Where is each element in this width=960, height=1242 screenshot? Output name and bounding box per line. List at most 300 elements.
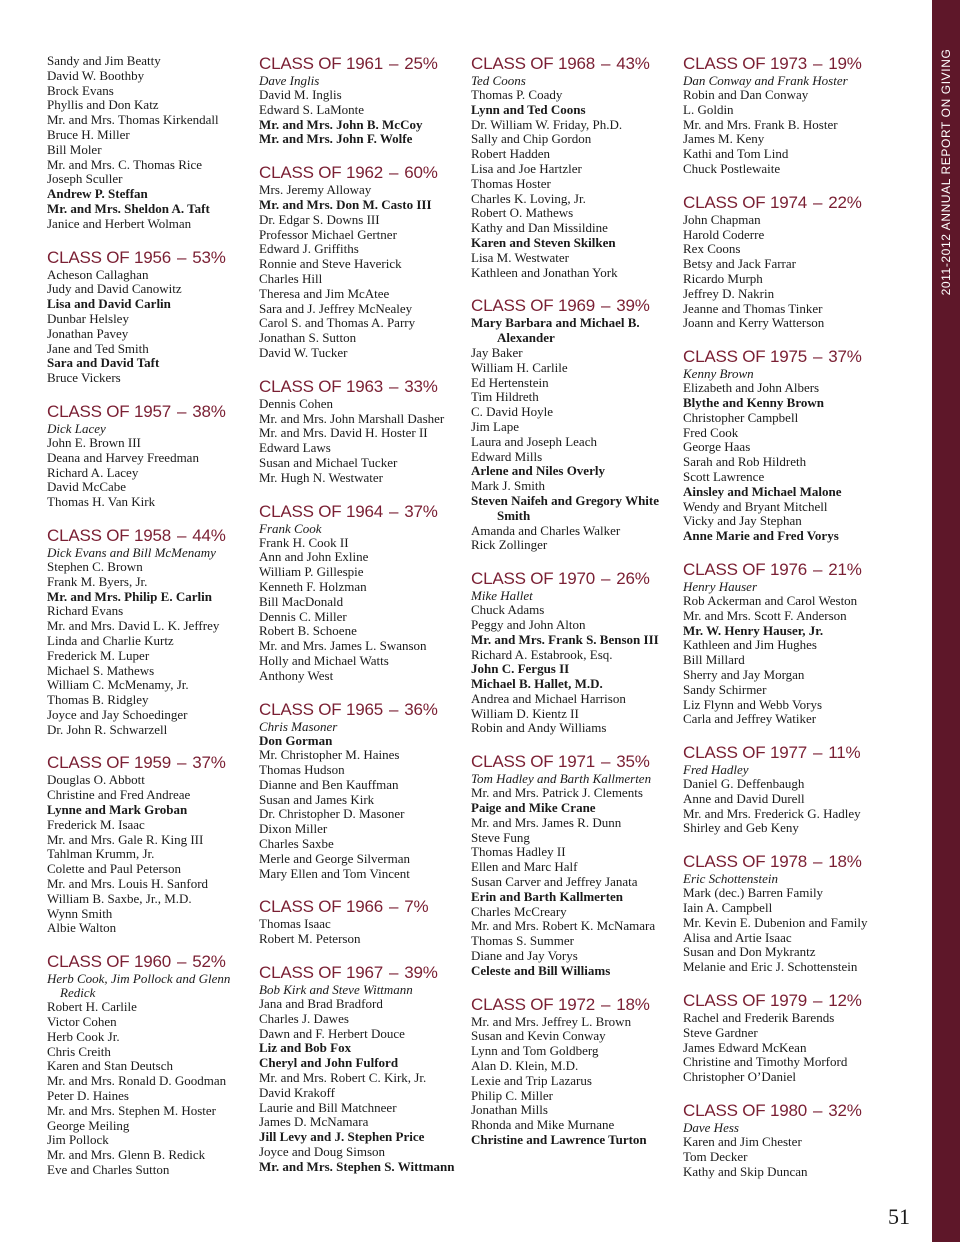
- class-agent: Herb Cook, Jim Pollock and Glenn Redick: [47, 971, 231, 1001]
- heading-dash: –: [389, 163, 399, 183]
- donor-name: Mr. and Mrs. Philip E. Carlin: [47, 588, 212, 604]
- class-agent: Kenny Brown: [683, 366, 754, 382]
- donor-name: Edward S. LaMonte: [259, 101, 365, 117]
- donor-name: Kathleen and Jim Hughes: [683, 637, 817, 653]
- heading-dash: –: [389, 501, 399, 521]
- donor-name: Wynn Smith: [47, 905, 113, 921]
- heading-dash: –: [813, 1101, 823, 1121]
- donor-name: Herb Cook Jr.: [47, 1028, 120, 1044]
- class-year: CLASS OF 1956: [47, 247, 172, 267]
- heading-dash: –: [389, 963, 399, 983]
- donor-name: Joseph Sculler: [47, 171, 123, 187]
- donor-name: Robert B. Schoene: [259, 623, 357, 639]
- donor-name: Elizabeth and John Albers: [683, 380, 820, 396]
- class-year: CLASS OF 1969: [471, 296, 596, 316]
- donor-name: David McCabe: [47, 479, 127, 495]
- participation-percent: 7%: [404, 897, 429, 917]
- donor-name: David M. Inglis: [259, 87, 342, 102]
- donor-name: Dennis C. Miller: [259, 608, 347, 624]
- heading-dash: –: [813, 559, 823, 579]
- class-heading: [47, 952, 252, 972]
- donor-name: Janice and Herbert Wolman: [47, 215, 192, 231]
- donor-name: Sara and David Taft: [47, 355, 160, 371]
- class-year: CLASS OF 1978: [683, 852, 808, 872]
- class-heading: [683, 743, 888, 763]
- donor-name: Sandy Schirmer: [683, 681, 767, 697]
- participation-percent: 44%: [192, 525, 226, 545]
- class-heading: [259, 963, 464, 983]
- donor-name: Dunbar Helsley: [47, 310, 129, 326]
- donor-name: Daniel G. Deffenbaugh: [683, 776, 805, 792]
- donor-name: Kathi and Tom Lind: [683, 146, 789, 162]
- donor-name: Mr. and Mrs. David L. K. Jeffrey: [47, 618, 220, 634]
- donor-name: Sherry and Jay Morgan: [683, 666, 805, 682]
- participation-percent: 37%: [828, 347, 862, 367]
- class-heading: [683, 347, 888, 367]
- class-year: CLASS OF 1974: [683, 192, 808, 212]
- donor-name: Laurie and Bill Matchneer: [259, 1099, 397, 1115]
- donor-name: James Edward McKean: [683, 1039, 807, 1055]
- donor-name: Dr. William W. Friday, Ph.D.: [471, 116, 623, 132]
- participation-percent: 32%: [828, 1101, 862, 1121]
- donor-name: Alan D. Klein, M.D.: [471, 1058, 579, 1074]
- donor-name: Sara and J. Jeffrey McNealey: [259, 300, 413, 316]
- class-year: CLASS OF 1971: [471, 752, 596, 772]
- class-section: [259, 54, 464, 147]
- class-heading: [471, 569, 676, 589]
- donor-name: William P. Gillespie: [259, 564, 364, 580]
- class-year: CLASS OF 1967: [259, 963, 384, 983]
- donor-name: Bruce Vickers: [47, 370, 121, 386]
- class-heading: [47, 402, 252, 422]
- donor-name: Anne Marie and Fred Vorys: [683, 528, 839, 544]
- donor-name: Professor Michael Gertner: [259, 226, 397, 242]
- class-section: [259, 502, 464, 684]
- heading-dash: –: [601, 296, 611, 316]
- donor-name: Charles Hill: [259, 270, 323, 286]
- donor-name: Shirley and Geb Keny: [683, 820, 799, 836]
- donor-name: Philip C. Miller: [471, 1087, 553, 1103]
- donor-name: Robert H. Carlile: [47, 999, 137, 1015]
- participation-percent: 22%: [828, 192, 862, 212]
- class-year: CLASS OF 1959: [47, 753, 172, 773]
- donor-name: Peggy and John Alton: [471, 616, 586, 632]
- donor-name: Edward J. Griffiths: [259, 241, 359, 257]
- donor-name: Wendy and Bryant Mitchell: [683, 498, 828, 514]
- class-heading: [259, 897, 464, 917]
- donor-name: Mr. and Mrs. Louis H. Sanford: [47, 876, 209, 892]
- donor-name: Ann and John Exline: [259, 549, 369, 565]
- donor-name: Jonathan Mills: [471, 1102, 548, 1118]
- donor-name: Kathy and Skip Duncan: [683, 1163, 808, 1179]
- donor-name: Harold Coderre: [683, 226, 765, 242]
- participation-percent: 26%: [616, 569, 650, 589]
- donor-name: Celeste and Bill Williams: [471, 962, 611, 978]
- donor-list-columns: [47, 54, 867, 1214]
- donor-name: Charles J. Dawes: [259, 1010, 349, 1026]
- participation-percent: 36%: [404, 699, 438, 719]
- donor-name: Susan Carver and Jeffrey Janata: [471, 874, 638, 890]
- donor-name: Ricardo Murph: [683, 270, 763, 286]
- donor-name: Laura and Joseph Leach: [471, 433, 597, 449]
- participation-percent: 11%: [828, 743, 861, 763]
- donor-name: Kathy and Dan Missildine: [471, 220, 608, 236]
- class-section: [259, 963, 464, 1175]
- donor-name: David W. Boothby: [47, 67, 145, 83]
- participation-percent: 25%: [404, 54, 438, 73]
- heading-dash: –: [177, 525, 187, 545]
- donor-name: Liz Flynn and Webb Vorys: [683, 696, 823, 712]
- donor-name: Holly and Michael Watts: [259, 652, 389, 668]
- class-heading: [471, 995, 676, 1015]
- donor-name: David Krakoff: [259, 1084, 335, 1100]
- donor-name: Stephen C. Brown: [47, 558, 143, 574]
- participation-percent: 33%: [404, 376, 438, 396]
- donor-name: Merle and George Silverman: [259, 850, 411, 866]
- donor-name: Susan and Kevin Conway: [471, 1028, 606, 1044]
- participation-percent: 53%: [192, 247, 226, 267]
- donor-name: Jonathan S. Sutton: [259, 330, 357, 346]
- donor-name: Steven Naifeh and Gregory White Smith: [471, 492, 660, 523]
- class-agent: Dave Hess: [683, 1120, 739, 1136]
- class-section: [683, 347, 888, 544]
- heading-dash: –: [389, 54, 399, 73]
- class-agent: Tom Hadley and Barth Kallmerten: [471, 771, 652, 787]
- class-section: [47, 248, 252, 386]
- donor-name: Bill MacDonald: [259, 593, 344, 609]
- donor-name: Tahlman Krumm, Jr.: [47, 846, 155, 862]
- donor-name: Tom Decker: [683, 1148, 748, 1164]
- donor-name: Mr. and Mrs. Robert C. Kirk, Jr.: [259, 1070, 427, 1086]
- donor-name: Christine and Fred Andreae: [47, 787, 191, 803]
- donor-name: Mr. and Mrs. Gale R. King III: [47, 831, 204, 847]
- donor-name: Charles McCreary: [471, 903, 567, 919]
- donor-name: Brock Evans: [47, 82, 114, 98]
- class-year: CLASS OF 1961: [259, 54, 384, 73]
- donor-name: Mr. Christopher M. Haines: [259, 747, 400, 763]
- class-heading: [47, 753, 252, 773]
- donor-name: Thomas S. Summer: [471, 933, 574, 949]
- donor-name: Robert O. Mathews: [471, 205, 574, 221]
- donor-name: Kenneth F. Holzman: [259, 578, 367, 594]
- class-year: CLASS OF 1964: [259, 501, 384, 521]
- donor-name: Dr. John R. Schwarzell: [47, 721, 168, 737]
- donor-name: Thomas Isaac: [259, 916, 331, 932]
- donor-name: Susan and Don Mykrantz: [683, 944, 816, 960]
- participation-percent: 21%: [828, 559, 862, 579]
- column-3: [471, 54, 676, 1164]
- donor-name: Ed Hertenstein: [471, 374, 549, 390]
- donor-name: Frederick M. Luper: [47, 647, 150, 663]
- donor-name: Jonathan Pavey: [47, 325, 129, 341]
- donor-name: Mr. Hugh N. Westwater: [259, 469, 384, 485]
- class-section: [47, 402, 252, 510]
- class-year: CLASS OF 1968: [471, 54, 596, 73]
- donor-name: Betsy and Jack Farrar: [683, 256, 796, 272]
- donor-name: Mr. and Mrs. Stephen S. Wittmann: [259, 1158, 455, 1174]
- donor-name: Eve and Charles Sutton: [47, 1162, 170, 1178]
- donor-name: Karen and Stan Deutsch: [47, 1058, 173, 1074]
- participation-percent: 37%: [404, 501, 438, 521]
- participation-percent: 60%: [404, 163, 438, 183]
- heading-dash: –: [813, 192, 823, 212]
- donor-name: Thomas Hudson: [259, 762, 345, 778]
- class-agent: Eric Schottenstein: [683, 871, 778, 887]
- donor-name: Charles Saxbe: [259, 836, 334, 852]
- participation-percent: 39%: [616, 296, 650, 316]
- donor-name: Mr. and Mrs. Frank B. Hoster: [683, 116, 838, 132]
- donor-name: Dianne and Ben Kauffman: [259, 776, 399, 792]
- class-year: CLASS OF 1975: [683, 347, 808, 367]
- heading-dash: –: [813, 347, 823, 367]
- class-year: CLASS OF 1979: [683, 991, 808, 1011]
- donor-name: Jeffrey D. Nakrin: [683, 285, 775, 301]
- donor-name: Karen and Jim Chester: [683, 1134, 802, 1150]
- class-heading: [47, 526, 252, 546]
- class-agent: Chris Masoner: [259, 718, 338, 734]
- donor-name: Mr. and Mrs. Thomas Kirkendall: [47, 112, 219, 128]
- donor-name: Acheson Callaghan: [47, 266, 149, 282]
- donor-name: Douglas O. Abbott: [47, 772, 145, 788]
- donor-name: Michael B. Hallet, M.D.: [471, 676, 603, 692]
- heading-dash: –: [813, 852, 823, 872]
- donor-name: Andrew P. Steffan: [47, 186, 148, 202]
- class-agent: Mike Hallet: [471, 588, 533, 604]
- donor-name: Tim Hildreth: [471, 389, 539, 405]
- donor-name: Edward Laws: [259, 440, 331, 456]
- donor-name: Anthony West: [259, 667, 334, 683]
- class-section: [683, 560, 888, 727]
- donor-name: Jay Baker: [471, 344, 523, 360]
- donor-name: Chuck Adams: [471, 602, 545, 618]
- class-heading: [259, 54, 464, 74]
- class-agent: Dick Lacey: [47, 420, 106, 436]
- donor-name: Charles K. Loving, Jr.: [471, 190, 586, 206]
- donor-name: Colette and Paul Peterson: [47, 861, 181, 877]
- donor-name: Mr. and Mrs. John Marshall Dasher: [259, 410, 445, 426]
- donor-name: Robin and Dan Conway: [683, 87, 809, 102]
- donor-name: Thomas P. Coady: [471, 87, 563, 102]
- donor-name: Bill Millard: [683, 652, 745, 668]
- participation-percent: 39%: [404, 963, 438, 983]
- class-heading: [683, 1101, 888, 1121]
- sidebar-band: [932, 0, 960, 1242]
- donor-name: William D. Kientz II: [471, 705, 579, 721]
- donor-name: Mary Barbara and Michael B. Alexander: [471, 315, 640, 346]
- heading-dash: –: [177, 952, 187, 972]
- heading-dash: –: [601, 752, 611, 772]
- donor-name: Robert Hadden: [471, 146, 551, 162]
- donor-name: Dawn and F. Herbert Douce: [259, 1025, 405, 1041]
- donor-name: Lexie and Trip Lazarus: [471, 1072, 592, 1088]
- class-agent: Fred Hadley: [683, 762, 749, 778]
- class-year: CLASS OF 1965: [259, 699, 384, 719]
- donor-name: Richard A. Estabrook, Esq.: [471, 646, 613, 662]
- class-year: CLASS OF 1970: [471, 569, 596, 589]
- class-section: [471, 54, 676, 280]
- class-section: [259, 377, 464, 486]
- donor-name: Mr. and Mrs. Don M. Casto III: [259, 196, 432, 212]
- donor-name: Dixon Miller: [259, 821, 328, 837]
- column-2: [259, 54, 464, 1191]
- donor-name: Michael S. Mathews: [47, 662, 155, 678]
- class-agent: Dick Evans and Bill McMenamy: [47, 544, 216, 560]
- class-year: CLASS OF 1958: [47, 525, 172, 545]
- class-section: [683, 1101, 888, 1179]
- donor-name: George Meiling: [47, 1117, 130, 1133]
- donor-name: Mr. W. Henry Hauser, Jr.: [683, 622, 824, 638]
- donor-name: Rob Ackerman and Carol Weston: [683, 592, 858, 608]
- donor-name: Frederick M. Isaac: [47, 816, 145, 832]
- donor-name: Christopher O’Daniel: [683, 1069, 797, 1085]
- donor-name: Mr. and Mrs. Frank S. Benson III: [471, 631, 659, 647]
- class-heading: [259, 502, 464, 522]
- donor-name: Blythe and Kenny Brown: [683, 394, 824, 410]
- donor-name: Dennis Cohen: [259, 395, 334, 411]
- donor-name: Mr. and Mrs. James L. Swanson: [259, 638, 427, 654]
- donor-name: Mr. and Mrs. Jeffrey L. Brown: [471, 1013, 632, 1029]
- class-year: CLASS OF 1980: [683, 1101, 808, 1121]
- donor-name: Liz and Bob Fox: [259, 1040, 352, 1056]
- class-section: [259, 700, 464, 882]
- class-agent: Frank Cook: [259, 520, 322, 536]
- donor-name: Jeanne and Thomas Tinker: [683, 300, 823, 316]
- donor-name: Ainsley and Michael Malone: [683, 483, 842, 499]
- class-heading: [683, 991, 888, 1011]
- donor-name: Mr. Kevin E. Dubenion and Family: [683, 914, 868, 930]
- donor-name: William H. Carlile: [471, 359, 568, 375]
- donor-name: Mr. and Mrs. Scott F. Anderson: [683, 607, 847, 623]
- class-agent: Henry Hauser: [683, 578, 758, 594]
- class-section: [47, 753, 252, 936]
- donor-name: Thomas H. Van Kirk: [47, 494, 156, 510]
- donor-name: John Chapman: [683, 211, 761, 227]
- donor-name: Carla and Jeffrey Watiker: [683, 711, 817, 727]
- donor-name: Frank M. Byers, Jr.: [47, 573, 148, 589]
- class-year: CLASS OF 1957: [47, 401, 172, 421]
- donor-name: James M. Keny: [683, 131, 765, 147]
- participation-percent: 37%: [192, 753, 226, 773]
- class-section: [259, 163, 464, 361]
- donor-name: Richard A. Lacey: [47, 464, 139, 480]
- class-year: CLASS OF 1966: [259, 897, 384, 917]
- donor-name: Mr. and Mrs. Patrick J. Clements: [471, 785, 643, 801]
- donor-name: Frank H. Cook II: [259, 534, 349, 550]
- column-1: [47, 54, 252, 1194]
- donor-name: Fred Cook: [683, 424, 739, 440]
- donor-name: Susan and James Kirk: [259, 791, 375, 807]
- donor-name: Melanie and Eric J. Schottenstein: [683, 959, 858, 975]
- class-heading: [683, 560, 888, 580]
- participation-percent: 12%: [828, 991, 862, 1011]
- donor-name: Sarah and Rob Hildreth: [683, 454, 807, 470]
- class-section: [683, 991, 888, 1085]
- class-section: [259, 897, 464, 947]
- participation-percent: 18%: [616, 994, 650, 1014]
- donor-name: Lynn and Tom Goldberg: [471, 1043, 599, 1059]
- heading-dash: –: [177, 401, 187, 421]
- donor-name: Sally and Chip Gordon: [471, 131, 592, 147]
- column-4: [683, 54, 888, 1195]
- donor-name: Paige and Mike Crane: [471, 800, 596, 816]
- donor-name: Robin and Andy Williams: [471, 720, 607, 736]
- donor-name: Karen and Steven Skilken: [471, 234, 616, 250]
- donor-name: Cheryl and John Fulford: [259, 1055, 399, 1071]
- donor-name: Chuck Postlewaite: [683, 160, 781, 176]
- donor-name: Albie Walton: [47, 920, 117, 936]
- donor-name: Rick Zollinger: [471, 537, 548, 553]
- donor-name: Christopher Campbell: [683, 409, 799, 425]
- donor-name: L. Goldin: [683, 101, 734, 117]
- heading-dash: –: [177, 247, 187, 267]
- donor-name: Victor Cohen: [47, 1014, 117, 1030]
- donor-name: Erin and Barth Kallmerten: [471, 888, 624, 904]
- donor-name: Steve Fung: [471, 829, 530, 845]
- donor-name: Peter D. Haines: [47, 1088, 129, 1104]
- heading-dash: –: [389, 376, 399, 396]
- donor-name: Mr. and Mrs. John F. Wolfe: [259, 131, 413, 147]
- donor-name: Joyce and Doug Simson: [259, 1144, 386, 1160]
- page-number: 51: [888, 1204, 910, 1229]
- donor-name: Jim Lape: [471, 418, 520, 434]
- class-heading: [259, 163, 464, 183]
- donor-name: Dr. Edgar S. Downs III: [259, 211, 380, 227]
- heading-dash: –: [177, 753, 187, 773]
- donor-name: Phyllis and Don Katz: [47, 97, 159, 113]
- class-heading: [683, 54, 888, 74]
- donor-name: Thomas B. Ridgley: [47, 692, 149, 708]
- donor-name: Mr. and Mrs. Stephen M. Hoster: [47, 1102, 216, 1118]
- heading-dash: –: [601, 54, 611, 73]
- donor-name: Dr. Christopher D. Masoner: [259, 806, 405, 822]
- class-heading: [259, 700, 464, 720]
- donor-name: Lisa and David Carlin: [47, 296, 171, 312]
- donor-name: Joyce and Jay Schoedinger: [47, 706, 188, 722]
- donor-name: Sandy and Jim Beatty: [47, 53, 161, 68]
- donor-name: Lisa and Joe Hartzler: [471, 160, 582, 176]
- heading-dash: –: [813, 54, 823, 73]
- class-agent: Dave Inglis: [259, 73, 320, 88]
- class-section: [471, 752, 676, 978]
- donor-name: Bill Moler: [47, 141, 102, 157]
- donor-name: Mr. and Mrs. Robert K. McNamara: [471, 918, 656, 934]
- donor-name: William C. McMenamy, Jr.: [47, 677, 189, 693]
- class-section: [683, 852, 888, 975]
- donor-name: Rachel and Frederik Barends: [683, 1010, 835, 1026]
- donor-name: Mr. and Mrs. Sheldon A. Taft: [47, 200, 210, 216]
- donor-name: Lisa M. Westwater: [471, 249, 569, 265]
- class-year: CLASS OF 1972: [471, 994, 596, 1014]
- donor-name: Mr. and Mrs. Glenn B. Redick: [47, 1147, 206, 1163]
- donor-name: Lynne and Mark Groban: [47, 802, 188, 818]
- heading-dash: –: [601, 569, 611, 589]
- donor-name: Steve Gardner: [683, 1024, 758, 1040]
- donor-name: Bruce H. Miller: [47, 126, 130, 142]
- class-section: [47, 952, 252, 1178]
- donor-name: Lynn and Ted Coons: [471, 101, 586, 117]
- class-year: CLASS OF 1962: [259, 163, 384, 183]
- donor-name: Jane and Ted Smith: [47, 340, 149, 356]
- donor-name: Joann and Kerry Watterson: [683, 315, 825, 331]
- donor-name: Ronnie and Steve Haverick: [259, 256, 402, 272]
- donor-name: Arlene and Niles Overly: [471, 463, 605, 479]
- participation-percent: 35%: [616, 752, 650, 772]
- donor-name: Iain A. Campbell: [683, 900, 773, 916]
- donor-name: Rhonda and Mike Murnane: [471, 1117, 615, 1133]
- donor-name: Mr. and Mrs. C. Thomas Rice: [47, 156, 203, 172]
- donor-name: Thomas Hadley II: [471, 844, 566, 860]
- class-agent: Bob Kirk and Steve Wittmann: [259, 982, 413, 998]
